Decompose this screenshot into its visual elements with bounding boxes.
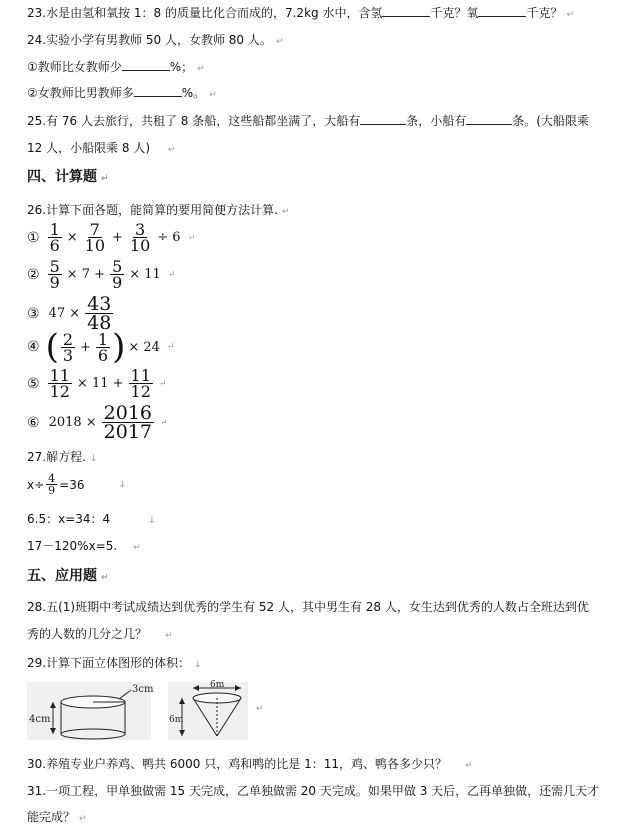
equation-tail: =36	[59, 477, 85, 492]
fraction	[128, 222, 152, 253]
return-mark: ↵	[79, 814, 87, 824]
q24-part-2	[27, 84, 217, 104]
height-label: 6m	[169, 715, 184, 725]
section-title-calculation	[27, 166, 109, 186]
fraction	[129, 368, 153, 399]
return-mark: ↵	[158, 378, 167, 389]
equation-text: 17－120%x=5.	[27, 539, 118, 553]
q25-text-a: 25.有 76 人去旅行，共租了 8 条船，这些船都坐满了，大船有	[27, 114, 361, 128]
return-mark: ↵	[165, 631, 173, 641]
numerator: 4	[48, 472, 56, 485]
section-4-title: 四、计算题	[27, 169, 97, 185]
numerator: 1	[97, 329, 109, 349]
question-25-line-2	[27, 139, 176, 159]
denominator: 48	[87, 312, 112, 334]
q24-part-1	[27, 58, 205, 78]
q25-text-b: 条，小船有	[406, 114, 467, 128]
fraction	[85, 295, 113, 332]
question-29	[27, 654, 202, 674]
return-mark: ↵	[160, 417, 168, 428]
return-mark: ↵	[133, 543, 141, 553]
fraction	[48, 259, 62, 290]
denominator: 6	[97, 345, 109, 365]
q23-text-b: 千克？氧	[430, 6, 479, 20]
return-mark: ↵	[167, 269, 176, 280]
denominator: 9	[49, 273, 60, 292]
answer-blank	[360, 112, 406, 125]
expression-2	[27, 259, 175, 290]
return-mark: ↵	[281, 207, 290, 217]
question-27	[27, 448, 97, 468]
return-mark: ↵	[101, 174, 109, 184]
expression-mid: × 11 +	[76, 376, 124, 391]
left-parenthesis: (	[45, 327, 59, 367]
line-break-mark: ↓	[194, 660, 202, 670]
answer-blank	[478, 4, 526, 17]
return-mark: ↵	[101, 573, 109, 583]
return-mark: ↵	[209, 90, 217, 100]
item-number: ④	[27, 339, 40, 355]
q29-text: 29.计算下面立体图形的体积：	[27, 656, 191, 670]
cylinder-figure	[27, 682, 154, 740]
cone-figure	[168, 682, 248, 740]
question-23	[27, 4, 574, 24]
return-mark: ↵	[168, 145, 176, 155]
q28-line2: 秀的人数的几分之几？	[27, 627, 148, 641]
numerator: 7	[89, 220, 100, 239]
denominator: 12	[49, 382, 70, 401]
denominator: 2017	[103, 421, 153, 443]
expression-tail: × 24	[128, 339, 160, 355]
return-mark: ↵	[197, 64, 205, 74]
q24-part2-text: ②女教师比男教师多	[27, 86, 134, 100]
denominator: 10	[84, 236, 106, 255]
q31-line1: 31.一项工程，甲单独做需 15 天完成，乙单独做需 20 天完成。如果甲做 3 天后，乙再单独做，还需几天才	[27, 784, 600, 798]
answer-blank	[466, 112, 512, 125]
question-24	[27, 31, 283, 51]
q23-text-c: 千克？	[526, 6, 563, 20]
operator: ×	[66, 230, 78, 245]
denominator: 6	[49, 236, 60, 255]
fraction	[61, 329, 75, 365]
denominator: 9	[48, 484, 56, 497]
equation-3	[27, 537, 141, 557]
line-break-mark: ↓	[118, 479, 127, 490]
numerator: 5	[49, 257, 60, 276]
denominator: 9	[112, 273, 123, 292]
question-26	[27, 201, 289, 221]
numerator: 11	[130, 366, 151, 385]
expression-6	[27, 404, 168, 441]
q24-part2-unit: %。	[181, 86, 206, 100]
right-parenthesis: )	[112, 327, 126, 367]
item-number: ②	[27, 266, 40, 283]
q25-text-c: 条。(大船限乘	[512, 114, 589, 128]
equation-lead: x÷	[27, 477, 45, 492]
height-label: 4cm	[29, 714, 51, 725]
answer-blank	[382, 4, 430, 17]
diameter-label: 6m	[210, 680, 225, 690]
numerator: 5	[112, 257, 123, 276]
item-number: ①	[27, 229, 40, 246]
q24-part1-unit: %；	[169, 60, 194, 74]
expression-lead: 47 ×	[48, 306, 81, 321]
question-28-line-2	[27, 625, 173, 645]
q24-part1-text: ①教师比女教师少	[27, 60, 122, 74]
fraction	[102, 404, 154, 441]
denominator: 12	[130, 382, 151, 401]
return-mark: ↵	[187, 232, 196, 243]
fraction	[48, 368, 72, 399]
q26-text: 26.计算下面各题，能简算的要用简便方法计算.	[27, 203, 278, 217]
expression-tail: × 11	[129, 267, 161, 282]
answer-blank	[134, 84, 182, 97]
numerator: 3	[135, 220, 146, 239]
question-28	[27, 598, 589, 616]
q24-text: 24.实验小学有男教师 50 人，女教师 80 人。	[27, 33, 272, 47]
expression-4	[27, 327, 175, 367]
numerator: 11	[49, 366, 70, 385]
question-25	[27, 112, 589, 130]
fraction	[96, 329, 110, 365]
question-31-line-2	[27, 808, 87, 828]
expression-tail: ÷ 6	[157, 230, 181, 245]
line-break-mark: ↓	[89, 454, 98, 464]
item-number: ③	[27, 305, 40, 322]
numerator: 43	[87, 293, 112, 315]
operator: +	[80, 339, 91, 355]
item-number: ⑤	[27, 375, 40, 392]
numerator: 1	[49, 220, 60, 239]
fraction	[48, 222, 62, 253]
equation-text: 6.5：x=34：4	[27, 512, 111, 526]
answer-blank	[122, 58, 170, 71]
return-mark: ↵	[464, 761, 473, 771]
fraction	[83, 222, 107, 253]
expression-mid: × 7 +	[66, 267, 106, 282]
q27-text: 27.解方程.	[27, 450, 86, 464]
numerator: 2016	[103, 402, 153, 424]
question-31	[27, 782, 599, 800]
denominator: 10	[129, 236, 151, 255]
section-title-application	[27, 565, 109, 585]
q31-line2: 能完成？	[27, 810, 76, 824]
line-break-mark: ↓	[148, 516, 156, 526]
expression-lead: 2018 ×	[48, 415, 97, 430]
return-mark: ↵	[275, 37, 284, 47]
numerator: 2	[62, 329, 74, 349]
denominator: 3	[62, 345, 74, 365]
expression-3	[27, 295, 115, 332]
equation-2	[27, 510, 156, 530]
operator: +	[112, 230, 123, 245]
return-mark: ↵	[566, 10, 575, 20]
q28-line1: 28.五(1)班期中考试成绩达到优秀的学生有 52 人，其中男生有 28 人，女生达到优秀的人数占全班达到优	[27, 600, 589, 614]
fraction	[110, 259, 124, 290]
equation-1	[27, 473, 126, 496]
radius-label: 3cm	[132, 684, 154, 695]
fraction	[46, 473, 57, 496]
question-30	[27, 755, 473, 775]
section-5-title: 五、应用题	[27, 568, 97, 584]
q30-text: 30.养殖专业户养鸡、鸭共 6000 只，鸡和鸭的比是 1：11，鸡、鸭各多少只？	[27, 757, 447, 771]
return-mark: ↵	[256, 704, 264, 714]
q25-text-line2: 12 人，小船限乘 8 人)	[27, 141, 151, 155]
q23-text-a: 23.水是由氢和氧按 1：8 的质量比化合而成的，7.2kg 水中，含氢	[27, 6, 383, 20]
expression-5	[27, 368, 166, 399]
expression-1	[27, 222, 195, 253]
item-number: ⑥	[27, 414, 40, 431]
return-mark: ↵	[166, 342, 175, 352]
